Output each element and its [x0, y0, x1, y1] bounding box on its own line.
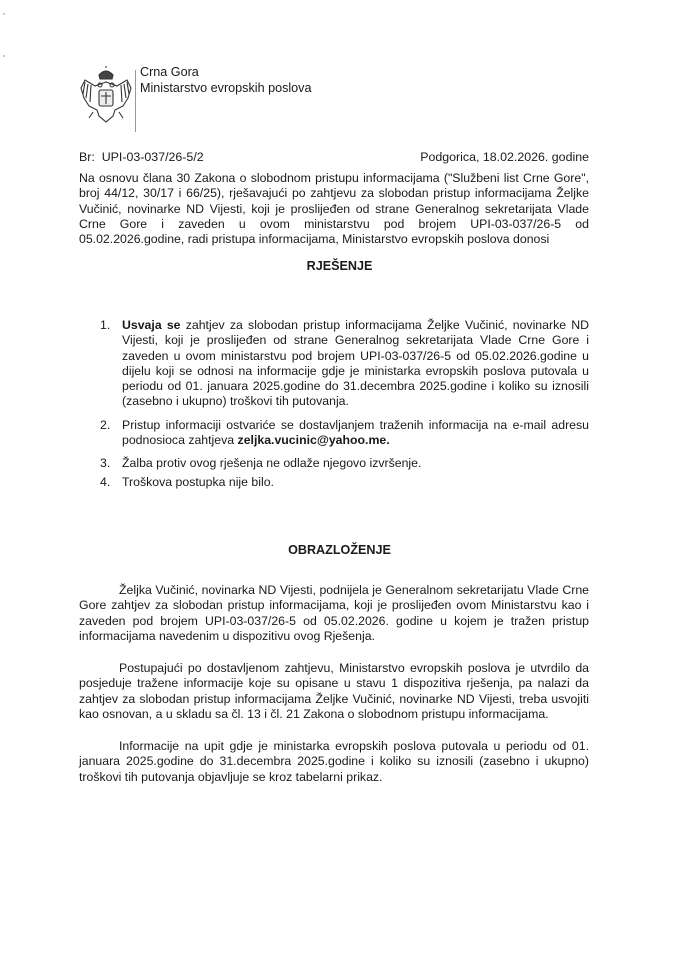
scan-speck [3, 55, 5, 57]
reference-number: Br: UPI-03-037/26-5/2 [79, 150, 204, 164]
requester-email: zeljka.vucinic@yahoo.me. [237, 433, 390, 448]
intro-paragraph: Na osnovu člana 30 Zakona o slobodnom pristupu informacijama ("Službeni list Crne Gore", broj 44/12, 30/17 i 66/25), rješavajući po zahtjevu za slobodan pristup informacijama Željke Vučinić, novinarke ND Vijesti, koji je proslijeđen od strane Generalnog sekretarijata Vlade Crne Gore i zaveden u ovom ministarstvu pod brojem UPI-03-037/26-5 od 05.02.2026.godine, radi pristupa informacijama, Ministarstvo evropskih poslova donosi [79, 171, 589, 247]
country-name: Crna Gora [140, 65, 199, 79]
reasoning-paragraph-2: Postupajući po dostavljenom zahtjevu, Ministarstvo evropskih poslova je utvrdilo da posjeduje tražene informacije koje su opisane u stavu 1 dispozitiva rješenja, pa nalazi da zahtjev za slobodan pristup informacijama Željke Vučinić, novinarke ND Vijesti, treba usvojiti kao osnovan, a u skladu sa čl. 13 i čl. 21 Zakona o slobodnom pristupu informacijama. [79, 661, 589, 721]
reasoning-paragraph-1: Željka Vučinić, novinarka ND Vijesti, podnijela je Generalnom sekretarijatu Vlade Crne Gore zahtjev za slobodan pristup informacijama, koji je proslijeđen ovom Ministarstvu kao i zaveden pod brojem UPI-03-037/26-5 od 05.02.2026. godine u kojem je tražen pristup informacijama navedenim u dispozitivu ovog Rješenja. [79, 583, 589, 643]
decision-item-3: 3. Žalba protiv ovog rješenja ne odlaže njegovo izvršenje. [100, 456, 422, 471]
reference-line [79, 150, 589, 164]
ministry-name: Ministarstvo evropskih poslova [140, 81, 312, 95]
coat-of-arms-icon [77, 66, 135, 126]
organization-name [140, 64, 312, 96]
decision-item-4: 4. Troškova postupka nije bilo. [100, 474, 274, 489]
decision-heading: RJEŠENJE [306, 259, 373, 273]
reasoning-paragraph-3: Informacije na upit gdje je ministarka evropskih poslova putovala u periodu od 01. januara 2025.godine do 31.decembra 2025.godine i koliko su iznosili (zasebno i ukupno) troškovi tih putovanja objavljuje se kroz tabelarni prikaz. [79, 739, 589, 784]
decision-item-1: 1. Usvaja se zahtjev za slobodan pristup informacijama Željke Vučinić, novinarke ND Vijesti, koji je proslijeđen od strane Generalnog sekretarijata Vlade Crne Gore i zaveden u ovom ministarstvu pod brojem UPI-03-037/26-5 od 05.02.2026.godine u dijelu koji se odnosi na informacije gdje je ministarka evropskih poslova putovala u periodu od 01. januara 2025.godine do 31.decembra 2025.godine i koliko su iznosili (zasebno i ukupno) troškovi tih putovanja. [100, 318, 590, 409]
decision-item-lead: Usvaja se [122, 318, 181, 332]
decision-items [100, 318, 589, 490]
scan-speck [3, 13, 5, 15]
decision-item-2: 2. Pristup informaciji ostvariće se dostavljanjem traženih informacija na e-mail adresu podnosioca zahtjeva zeljka.vucinic@yahoo.me. [100, 417, 589, 448]
letterhead-divider [135, 70, 136, 132]
reasoning-heading: OBRAZLOŽENJE [288, 543, 391, 557]
place-and-date: Podgorica, 18.02.2026. godine [420, 150, 589, 164]
